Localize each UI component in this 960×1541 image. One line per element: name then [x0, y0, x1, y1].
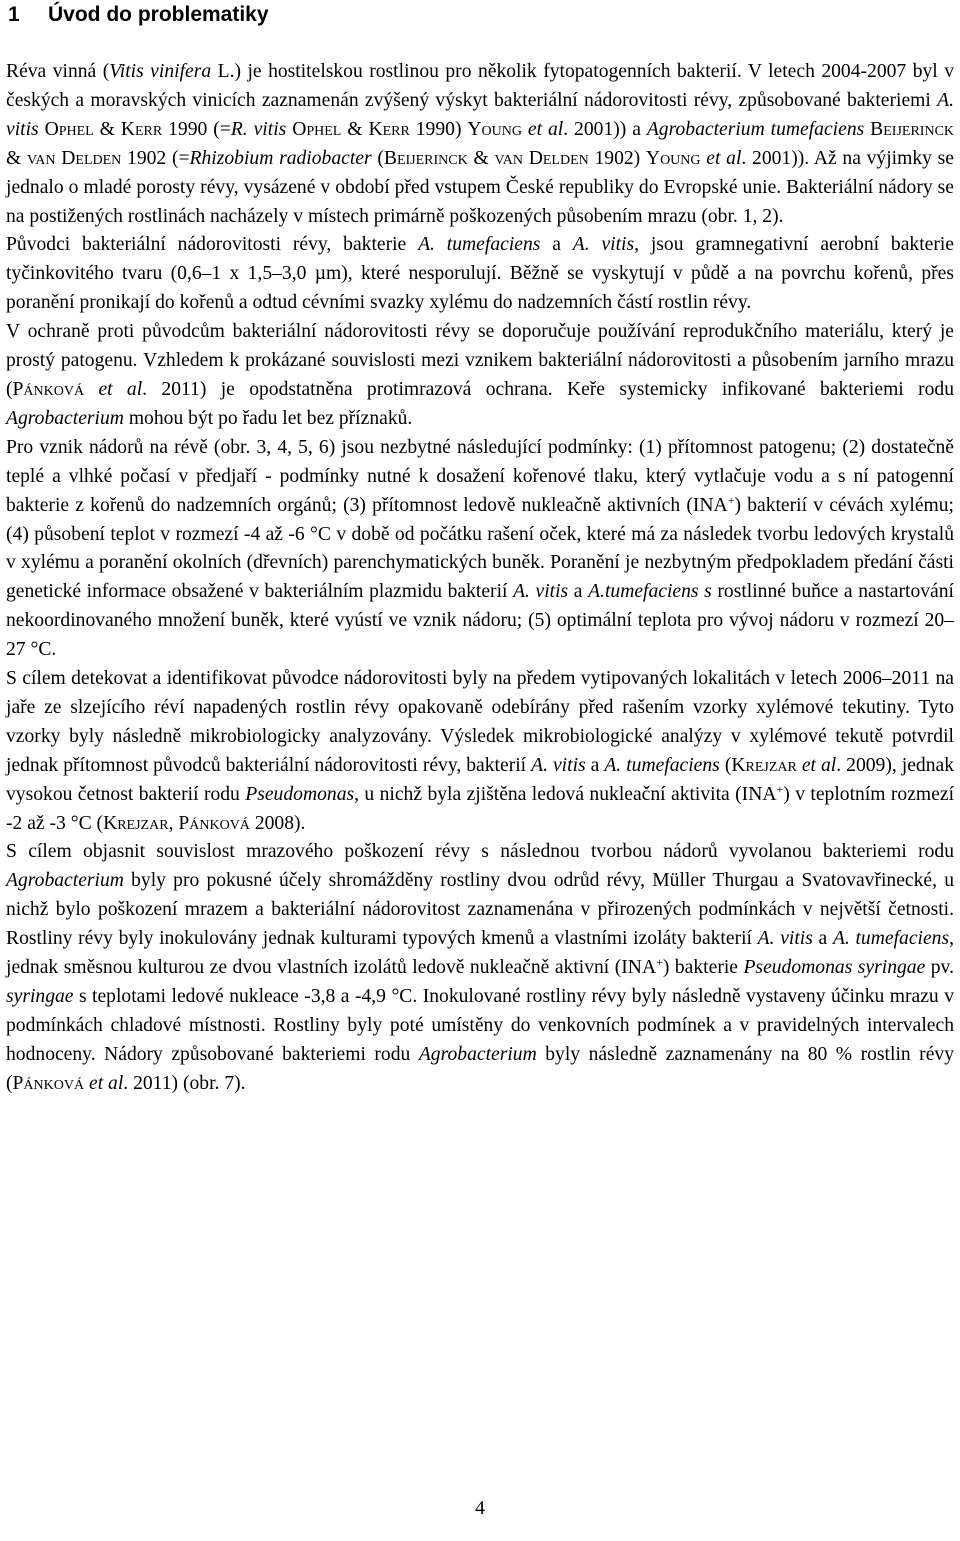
text-run: &: [341, 118, 369, 140]
text-run: Pro vznik nádorů na révě (obr. 3, 4, 5, 6) jsou nezbytné následující podmínky: (1) přítomnost patogenu; (2) dostatečně teplé a vlhké počasí v předjaří - podmínky nutné k dosažení kořenové tlaku, který vytlačuje vodu a s ní patogenní bakterie z kořenů do nadzemních orgánů; (3) přítomnost ledově nukleačně aktivních (INA: [6, 436, 954, 516]
italic-text: et al: [706, 147, 742, 169]
text-run: &: [93, 118, 121, 140]
author-name: Kerr: [120, 118, 163, 140]
text-run: a: [568, 581, 589, 603]
text-run: a: [540, 234, 573, 256]
text-run: pv.: [925, 957, 954, 979]
italic-text: et al: [98, 378, 143, 400]
author-name: van Delden: [26, 147, 122, 169]
italic-text: A. tumefaciens: [418, 234, 541, 256]
paragraph: [6, 58, 954, 231]
italic-text: A. vitis: [757, 928, 813, 950]
text-run: &: [6, 147, 27, 169]
author-name: Kerr: [368, 118, 410, 140]
text-run: ,: [168, 812, 179, 834]
text-run: , u nichž byla zjištěna ledová nukleační aktivita (INA: [354, 783, 777, 805]
text-run: (: [719, 754, 732, 776]
text-run: S cílem objasnit souvislost mrazového poškození révy s následnou tvorbou nádorů vyvolanou bakteriemi rodu: [6, 841, 954, 863]
author-name: Beijerinck: [383, 147, 468, 169]
section-title: Úvod do problematiky: [48, 3, 269, 26]
text-run: . 2009), jednak vysokou četnost bakterií rodu: [6, 754, 954, 805]
text-run: 2008).: [249, 812, 306, 834]
author-name: Young: [467, 118, 522, 140]
paragraph: [6, 838, 954, 1098]
italic-text: Agrobacterium: [418, 1043, 537, 1065]
italic-text: Pseudomonas syringae: [743, 957, 926, 979]
superscript-text: +: [656, 955, 663, 970]
text-run: a: [812, 928, 833, 950]
text-run: a: [585, 754, 605, 776]
text-run: , jsou gramnegativní aerobní bakterie tyčinkovitého tvaru (0,6–1 x 1,5–3,0 µm), které nesporulují. Běžně se vyskytují v půdě a na povrchu kořenů, přes poranění pronikají do kořenů a odtud cévními svazky xylému do nadzemních částí rostlin révy.: [6, 234, 955, 314]
italic-text: R. vitis: [230, 118, 287, 140]
text-run: . 2001)) a: [563, 118, 647, 140]
author-name: Pánková: [12, 1072, 85, 1094]
text-run: . 2001)). Až na výjimky se jednalo o mladé porosty révy, vysázené v období před vstupem České republiky do Evropské unie. Bakteriální nádory se na postižených rostlinách nacházely v místech primárně poškozených působením mrazu (obr. 1, 2).: [6, 147, 955, 227]
italic-text: syringae: [6, 986, 74, 1007]
author-name: Pánková: [12, 378, 85, 400]
italic-text: Pseudomonas: [245, 783, 355, 805]
text-run: . 2011) je opodstatněna protimrazová ochrana. Keře systemicky infikované bakteriemi rodu: [142, 378, 954, 400]
italic-text: Agrobacterium: [6, 407, 124, 429]
text-run: . 2011) (obr. 7).: [123, 1072, 246, 1094]
author-name: van Delden: [494, 147, 589, 169]
italic-text: et al: [89, 1072, 124, 1094]
paragraph: [6, 665, 954, 838]
text-run: ) v teplotním rozmezí -2 až -3 °C (: [6, 783, 955, 834]
author-name: Pánková: [178, 812, 250, 834]
paragraph: [6, 318, 954, 434]
text-run: 1902 (=: [121, 147, 190, 169]
text-run: mohou být po řadu let bez příznaků.: [123, 407, 413, 429]
author-name: Krejzar: [103, 812, 169, 834]
author-name: Krejzar: [731, 754, 797, 776]
text-run: rostlinné buňce a nastartování nekoordinovaného množení buněk, které vyústí ve vznik nádoru; (5) optimální teplota pro vývoj nádoru v rozmezí 20–27 °C.: [6, 581, 954, 661]
italic-text: Rhizobium radiobacter: [189, 147, 372, 169]
italic-text: et al: [801, 754, 837, 776]
italic-text: A. tumefaciens: [604, 754, 720, 776]
author-name: Young: [645, 147, 701, 169]
text-run: 1990 (=: [162, 118, 231, 140]
italic-text: Agrobacterium: [6, 870, 124, 892]
italic-text: Vitis vinifera: [109, 61, 212, 82]
italic-text: et al: [527, 118, 564, 140]
text-run: Réva vinná (: [6, 61, 110, 82]
body-text: [6, 58, 954, 1099]
paragraph: [6, 231, 954, 318]
text-run: , jednak směsnou kulturou ze dvou vlastních izolátů ledově nukleačně aktivní (INA: [6, 928, 954, 979]
italic-text: A.tumefaciens s: [588, 581, 712, 603]
page-number: 4: [475, 1497, 485, 1519]
text-run: 1902): [588, 147, 646, 169]
text-run: ) bakterie: [662, 957, 744, 979]
text-run: S cílem detekovat a identifikovat původce nádorovitosti byly na předem vytipovaných lokalitách v letech 2006–2011 na jaře ze slzejícího réví napadených rostlin révy opakovaně odebírány před rašením vzorky xylémové tekutiny. Tyto vzorky byly následně mikrobiologicky analyzovány. Výsledek mikrobiologické analýzy v xylémové tekutě potvrdil jednak přítomnost původců bakteriální nádorovitosti révy, bakterií: [6, 668, 954, 776]
text-run: (: [371, 147, 384, 169]
author-name: Ophel: [292, 118, 342, 140]
text-run: byly pro pokusné účely shromážděny rostliny dvou odrůd révy, Müller Thurgau a Svatovavřinecké, u nichž bylo poškození mrazem a bakteriální nádorovitost zaznamenána v přirozených podmínkách v největší četnosti. Rostliny révy byly inokulovány jednak kulturami typových kmenů a vlastními izoláty bakterií: [6, 870, 954, 950]
italic-text: A. vitis: [6, 89, 954, 140]
text-run: V ochraně proti původcům bakteriální nádorovitosti révy se doporučuje používání reprodukčního materiálu, který je prostý patogenu. Vzhledem k prokázané souvislosti mezi vznikem bakteriální nádorovitosti a působením jarního mrazu (: [6, 321, 954, 400]
text-run: s teplotami ledové nukleace -3,8 a -4,9 °C. Inokulované rostliny révy byly následně vystaveny účinku mrazu v podmínkách chladové místnosti. Rostliny byly poté umístěny do venkovních podmínek a v pravidelných intervalech hodnoceny. Nádory způsobované bakteriemi rodu: [6, 986, 954, 1065]
italic-text: A. vitis: [513, 581, 569, 603]
text-run: &: [467, 147, 495, 169]
section-number: 1: [8, 3, 20, 26]
author-name: Beijerinck: [870, 118, 955, 140]
superscript-text: +: [776, 781, 784, 796]
text-run: Původci bakteriální nádorovitosti révy, bakterie: [6, 234, 419, 256]
text-run: L.) je hostitelskou rostlinou pro několik fytopatogenních bakterií. V letech 2004-2007 byl v českých a moravských vinicích zaznamenán zvýšený výskyt bakteriální nádorovitosti révy, způsobované bakteriemi: [6, 61, 954, 111]
paragraph: [6, 434, 954, 665]
superscript-text: +: [727, 492, 735, 507]
italic-text: A. vitis: [531, 754, 586, 776]
text-run: byly následně zaznamenány na 80 % rostlin révy (: [6, 1043, 954, 1094]
italic-text: A. tumefaciens: [832, 928, 950, 950]
section-heading: [8, 3, 269, 27]
italic-text: A. vitis: [572, 234, 635, 256]
text-run: [84, 379, 98, 400]
text-run: ) bakterií v cévách xylému; (4) působení teplot v rozmezí -4 až -6 °C v době od počátku rašení oček, které má za následek tvorbu ledových krystalů v xylému a poranění okolních (dřevních) parenchymatických buněk. Poranění je nezbytným předpokladem předání části genetické informace obsažené v bakteriálním plazmidu bakterií: [6, 494, 955, 603]
text-run: 1990): [409, 118, 468, 140]
italic-text: Agrobacterium tumefaciens: [646, 118, 865, 140]
author-name: Ophel: [44, 118, 94, 140]
